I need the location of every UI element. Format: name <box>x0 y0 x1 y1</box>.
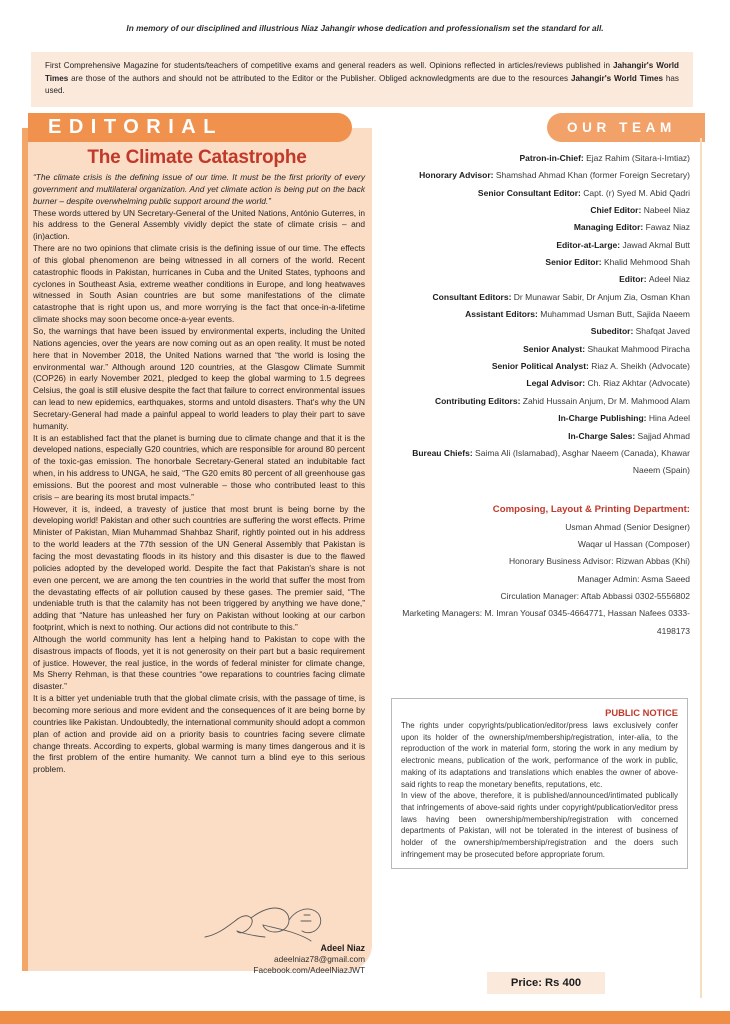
editorial-paragraph: “The climate crisis is the defining issue of our time. It must be the first priority of every government and multilateral organization. And yet climate action is being put on the back burner – despite overwhelming public support around the world.” <box>33 172 365 206</box>
signature-email: adeelniaz78@gmail.com <box>274 954 365 964</box>
team-member-role: Managing Editor: <box>573 222 646 233</box>
team-member-row <box>384 323 690 340</box>
team-member-row <box>384 167 690 184</box>
team-member-row <box>384 393 690 410</box>
team-member-row <box>384 202 690 219</box>
team-member-role: Editor-at-Large: <box>556 239 623 250</box>
public-notice-box <box>391 698 688 869</box>
team-member-row <box>384 306 690 323</box>
editorial-banner-label: EDITORIAL <box>48 116 223 138</box>
signature-facebook: Facebook.com/AdeelNiazJWT <box>253 965 365 975</box>
footer-bar <box>0 1011 730 1024</box>
editorial-paragraph: These words uttered by UN Secretary-General of the United Nations, António Guterres, in his address to the General Assembly vividly depict the state of climate crisis – and (in)action. <box>33 207 365 242</box>
team-member-row <box>384 588 690 605</box>
team-member-name: Sajjad Ahmad <box>637 430 690 441</box>
team-member-role: Subeditor: <box>590 326 636 337</box>
team-member-name: Aftab Abbassi 0302-5556802 <box>580 590 690 601</box>
team-member-role: Senior Editor: <box>545 257 604 268</box>
editorial-body <box>33 172 365 776</box>
team-member-name: Khalid Mehmood Shah <box>603 257 690 268</box>
team-member-row <box>384 571 690 588</box>
team-member-row <box>384 341 690 358</box>
team-member-row <box>384 271 690 288</box>
team-member-name: Zahid Hussain Anjum, Dr M. Mahmood Alam <box>522 395 690 406</box>
team-member-row <box>384 254 690 271</box>
department-member-list <box>384 519 690 640</box>
team-member-row <box>384 358 690 375</box>
team-member-name: Capt. (r) Syed M. Abid Qadri <box>583 187 690 198</box>
public-notice-body <box>401 720 678 860</box>
right-column <box>384 150 690 640</box>
signature-name: Adeel Niaz <box>320 943 365 953</box>
team-member-role: In-Charge Sales: <box>568 430 638 441</box>
editorial-paragraph: It is a bitter yet undeniable truth that the global climate crisis, with the passage of time, is becoming more serious and more evident and the consequences of it are being borne by countries like Pakistan. Undoubtedly, the international community should adopt a common plan of action and provide aid on a priority basis to countries facing severe climate change threats. According to experts, global warming is many times dangerous and it is the first problem of the entire humanity. We cannot turn a blind eye to this serious problem. <box>33 693 365 775</box>
team-member-role: Marketing Managers: <box>402 608 485 619</box>
team-member-role: Assistant Editors: <box>465 309 541 320</box>
our-team-banner-label: OUR TEAM <box>567 120 676 135</box>
team-member-name: Usman Ahmad (Senior Designer) <box>565 521 690 532</box>
team-member-name: Ejaz Rahim (Sitara-i-Imtiaz) <box>586 153 690 163</box>
editorial-banner <box>28 113 352 142</box>
public-notice-title: PUBLIC NOTICE <box>605 707 678 718</box>
our-team-banner <box>547 113 705 142</box>
disclaimer-band <box>31 52 693 107</box>
team-member-row <box>384 445 690 480</box>
team-member-name: Asma Saeed <box>641 573 690 584</box>
team-member-name: Riaz A. Sheikh (Advocate) <box>591 361 690 372</box>
team-member-role: Bureau Chiefs: <box>412 447 476 458</box>
team-member-name: Muhammad Usman Butt, Sajida Naeem <box>540 309 690 320</box>
editorial-paragraph: So, the warnings that have been issued by environmental experts, including the United Nations agencies, over the years are now coming out as an open reality. It must be noted here that in November 2018, the United Nations warned that “the world is losing the environmental war.” Although around 120 countries, at the Glasgow Climate Summit (COP26) in early November 2021, pledged to keep the global warming to 1.5 degrees Celsius, the goal is still elusive despite the fact that failure to correct environmental issues can lead to new epidemics, earthquakes, storms and untold disasters. That's why the UN Secretary-General had made a painful appeal to world leaders to play their part to save humanity. <box>33 325 365 431</box>
team-member-name: Adeel Niaz <box>648 274 690 285</box>
team-member-row <box>384 375 690 392</box>
team-member-name: Jawad Akmal Butt <box>622 239 690 250</box>
team-member-name: Waqar ul Hassan (Composer) <box>577 538 690 549</box>
team-member-name: Dr Munawar Sabir, Dr Anjum Zia, Osman Khan <box>513 291 690 302</box>
editorial-paragraph: However, it is, indeed, a travesty of justice that most brunt is being borne by the developing world! Pakistan and other such countries are suffering the worst effects. Prime Minister of Pakistan, Mian Muhammad Shahbaz Sharif, rightly pointed out in his address to the world leaders at the 77th session of the UN General Assembly that Pakistan is facing the most devastating floods in its history and this disaster is due to the flawed policies adopted by the developed world. Despite the fact that Pakistan's share is not even one percent, we are among the ten countries in the world that suffer the most from the devastating effects of air pollution caused by these gases. The premier said, “The undeniable truth is that the calamity has not been triggered by anything we have done,” adding that “Nature has unleashed her fury on Pakistan without looking at our carbon footprint, which is next to nothing. Our actions did not contribute to this.” <box>33 503 365 633</box>
team-member-role: Manager Admin: <box>577 573 642 584</box>
team-member-role: Legal Advisor: <box>526 378 588 389</box>
team-member-row <box>384 150 690 167</box>
team-member-role: Consultant Editors: <box>432 291 514 302</box>
editorial-left-accent-strip <box>22 128 28 971</box>
public-notice-paragraph: In view of the above, therefore, it is published/announced/intimated publically that infringements of above-said rights under copyright/publication/editor press laws having been ownership/membership/registration with concerned departments of Pakistan, will not be tolerated in the interest of business of holder of the ownership/membership/registration and the doers such infringement may be prosecuted before appropriate forum. <box>401 791 678 859</box>
editorial-paragraph: Although the world community has lent a helping hand to Pakistan to cope with the disastrous impacts of floods, yet it is not generosity on their part but a basic requirement of justice. However, the real justice, in the words of federal minister for climate change, Ms Sherry Rehman, is that these countries “owe reparations to countries facing climate disaster.” <box>33 633 365 692</box>
team-member-role: Contributing Editors: <box>434 395 523 406</box>
team-member-row <box>384 536 690 553</box>
memorial-line: In memory of our disciplined and illustrious Niaz Jahangir whose dedication and professionalism set the standard for all. <box>126 23 604 33</box>
team-member-row <box>384 289 690 306</box>
team-member-row <box>384 185 690 202</box>
team-member-row <box>384 237 690 254</box>
team-member-row <box>384 605 690 640</box>
handwritten-signature-icon <box>201 905 331 945</box>
editorial-title: The Climate Catastrophe <box>87 147 307 168</box>
team-member-name: Hina Adeel <box>648 413 690 424</box>
team-member-role: Circulation Manager: <box>500 590 581 601</box>
price-badge: Price: Rs 400 <box>487 972 605 994</box>
team-member-role: Honorary Advisor: <box>419 170 496 181</box>
team-member-name: Shaukat Mahmood Piracha <box>587 343 690 354</box>
editorial-signature-block <box>33 905 365 976</box>
team-member-name: Saima Ali (Islamabad), Asghar Naeem (Canada), Khawar Naeem (Spain) <box>475 447 690 476</box>
team-member-name: Shafqat Javed <box>635 326 690 337</box>
team-member-row <box>384 553 690 570</box>
team-member-name: Ch. Riaz Akhtar (Advocate) <box>587 378 690 389</box>
team-member-role: Senior Consultant Editor: <box>477 187 584 198</box>
team-member-row <box>384 219 690 236</box>
disclaimer-text-3: has used. <box>45 73 679 96</box>
team-member-row <box>384 519 690 536</box>
public-notice-paragraph: The rights under copyrights/publication/editor/press laws exclusively confer upon its holder of the ownership/membership/registration, inter-alia, to the reproduction of the work in material form, storing the work in any medium by electronic means, publication of the work, performance of the work in public, making of its adaptations and translations which enables the owner of above-said rights to reap the monetary benefits, reputations, etc. <box>401 721 678 789</box>
editorial-paragraph: There are no two opinions that climate crisis is the defining issue of our time. The effects of this global phenomenon are being witnessed in all corners of the world. Recent catastrophic floods in Pakistan, hurricanes in Cuba and the United States, typhoons and cyclones in Southeast Asia, extreme weather conditions in Europe, and long heatwaves witnessed in South Asian countries are but some manifestations of the climate catastrophe that is right upon us, and more worrying is the fact that once-in-a-lifetime climate shocks may soon become once-a-year events. <box>33 243 365 325</box>
team-member-role: Editor: <box>619 274 649 285</box>
department-heading: Composing, Layout & Printing Department: <box>492 503 690 515</box>
team-member-name: M. Imran Yousaf 0345-4664771, Hassan Nafees 0333-4198173 <box>484 608 690 636</box>
disclaimer-brand-2: Jahangir's World Times <box>570 73 663 83</box>
team-member-row <box>384 428 690 445</box>
team-member-name: Rizwan Abbas (Khi) <box>615 556 690 567</box>
team-member-role: Senior Analyst: <box>523 343 588 354</box>
team-member-name: Fawaz Niaz <box>645 222 690 233</box>
team-member-name: Nabeel Niaz <box>643 205 690 216</box>
disclaimer-text-1: First Comprehensive Magazine for students/teachers of competitive exams and general readers as well. Opinions reflected in articles/reviews published in <box>45 61 614 70</box>
team-member-role: Senior Political Analyst: <box>491 361 592 372</box>
team-member-role: Honorary Business Advisor: <box>509 556 616 567</box>
editorial-paragraph: It is an established fact that the planet is burning due to climate change and that it is the developed nations, especially G20 countries, which are responsible for around 80 percent of the toxic-gas emission. The honorbale Secretary-General stated an indubitable fact when, in his address to UNGA, he said, “The G20 emits 80 percent of all greenhouse gas emissions. But the poorest and most vulnerable – those who contributed least to this crisis – are bearing its most brutal impacts.” <box>33 432 365 502</box>
team-member-role: In-Charge Publishing: <box>558 413 649 424</box>
team-member-row <box>384 410 690 427</box>
disclaimer-text-2: are those of the authors and should not be attributed to the Editor or the Publisher. Obliged acknowledgments are due to the resources <box>68 73 571 83</box>
right-vertical-rule <box>700 138 702 998</box>
disclaimer-brand-1: Jahangir's World Times <box>45 61 679 83</box>
team-member-name: Shamshad Ahmad Khan (former Foreign Secretary) <box>495 170 690 181</box>
team-member-role: Chief Editor: <box>590 205 644 216</box>
team-member-role: Patron-in-Chief: <box>519 153 587 163</box>
team-member-list <box>384 150 690 480</box>
